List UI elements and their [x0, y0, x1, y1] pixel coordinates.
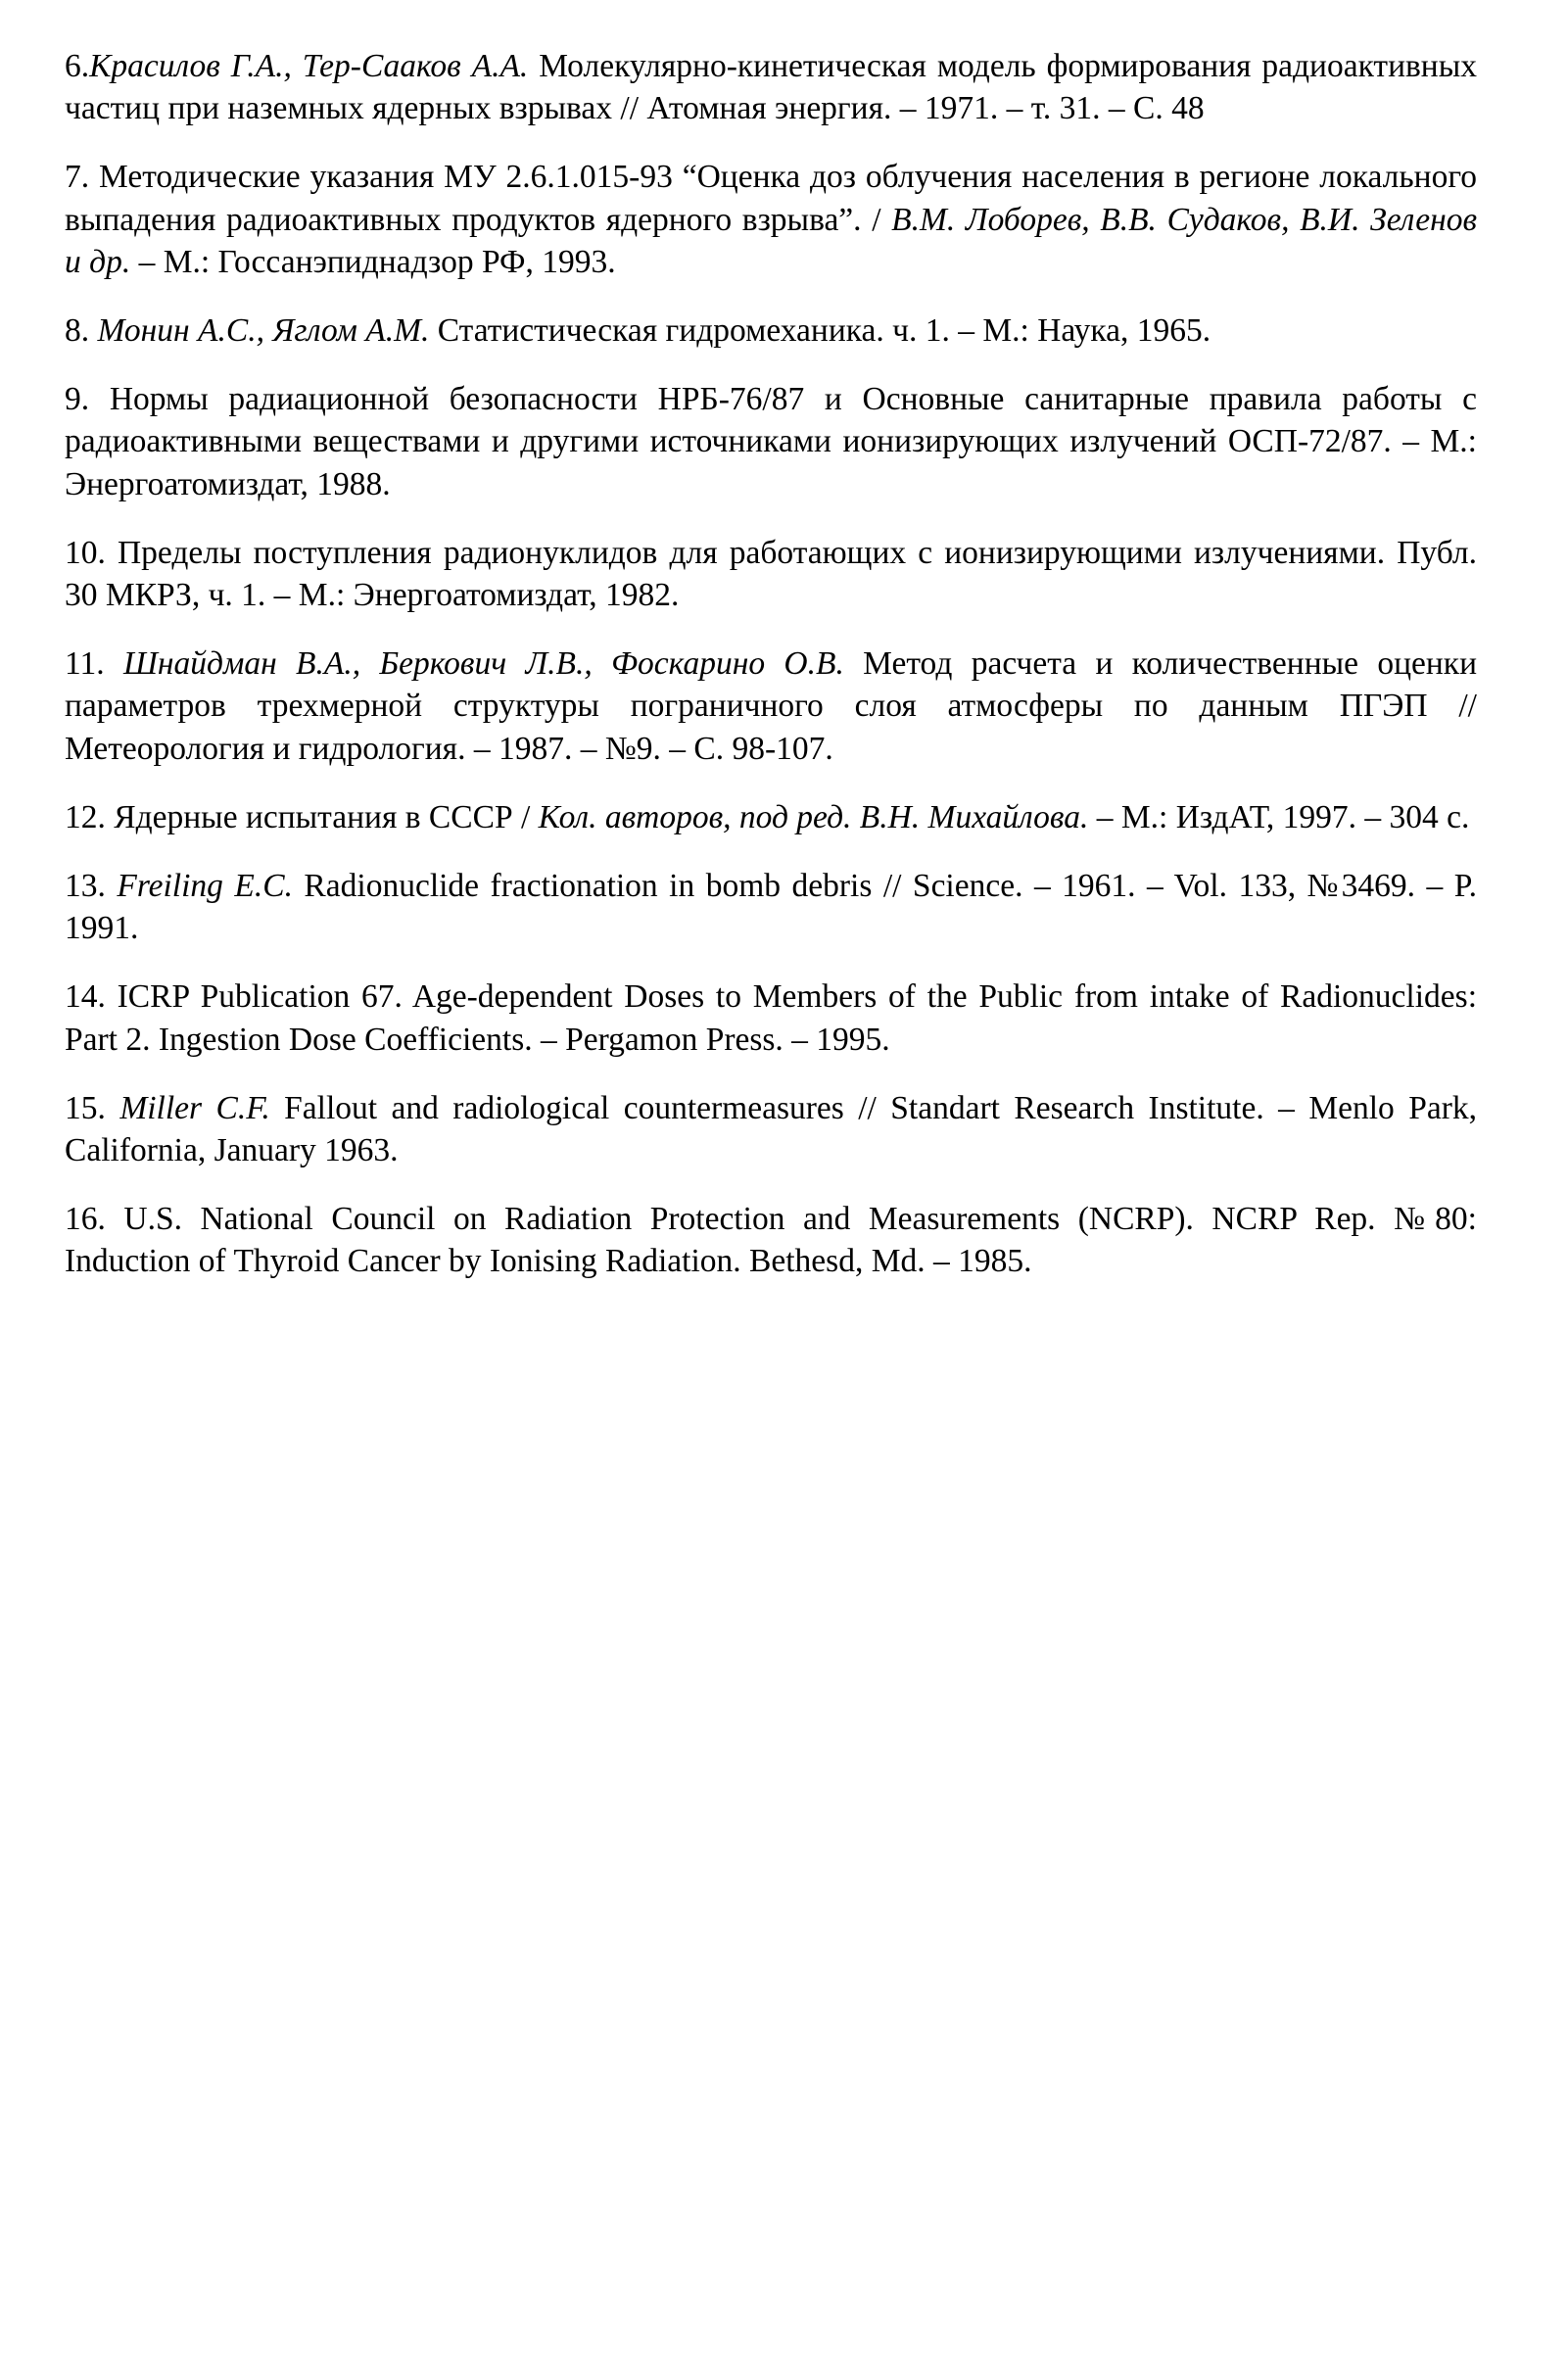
reference-number: 11.: [65, 645, 105, 683]
reference-text: [106, 1090, 119, 1126]
reference-text: ICRP Publication 67. Age-dependent Doses to Members of the Public from intake of Radionuclides: Part 2. Ingestion Dose Coefficients. – Pergamon Press. – 1995.: [65, 978, 1477, 1058]
reference-number: 15.: [65, 1089, 106, 1126]
reference-text: Radionuclide fractionation in bomb debris // Science. – 1961. – Vol. 133, №3469. – P. 1991.: [65, 868, 1477, 947]
reference-authors: Шнайдман В.А., Беркович Л.В., Фоскарино О.В.: [122, 645, 844, 683]
reference-text: Молекулярно-кинетическая модель формирования радиоактивных частиц при наземных ядерных взрывах // Атомная энергия. – 1971. – т. 31. – С. 48: [65, 48, 1477, 127]
reference-text: [105, 645, 123, 682]
reference-item: [65, 378, 1477, 505]
reference-text: Ядерные испытания в СССР /: [105, 798, 539, 835]
reference-authors: В.М. Лоборев, В.В. Судаков, В.И. Зеленов и др.: [65, 201, 1477, 280]
reference-authors: Freiling E.C.: [117, 868, 293, 905]
reference-text: Метод расчета и количественные оценки параметров трехмерной структуры пограничного слоя атмосферы по данным ПГЭП // Метеорология и гидрология. – 1987. – №9. – С. 98-107.: [65, 645, 1477, 767]
reference-number: 8.: [65, 312, 90, 350]
reference-item: [65, 156, 1477, 283]
reference-number: 6.: [65, 48, 90, 84]
reference-authors: Монин А.С., Яглом А.М.: [97, 312, 430, 350]
reference-text: [89, 312, 97, 349]
reference-number: 16.: [65, 1201, 106, 1238]
reference-authors: Miller C.F.: [119, 1089, 270, 1126]
reference-authors: Красилов Г.А., Тер-Сааков А.А.: [89, 48, 529, 84]
reference-item: [65, 532, 1477, 616]
reference-number: 13.: [65, 868, 106, 905]
reference-item: [65, 309, 1477, 352]
reference-item: [65, 45, 1477, 129]
reference-text: Fallout and radiological countermeasures // Standart Research Institute. – Menlo Park, California, January 1963.: [65, 1089, 1477, 1169]
reference-item: [65, 1087, 1477, 1171]
reference-text: – М.: Госсанэпиднадзор РФ, 1993.: [130, 243, 616, 280]
reference-number: 9.: [65, 381, 90, 418]
reference-text: Статистическая гидромеханика. ч. 1. – М.: Наука, 1965.: [429, 312, 1211, 350]
reference-item: [65, 976, 1477, 1060]
reference-number: 7.: [65, 159, 90, 196]
reference-list: [65, 45, 1477, 1283]
reference-text: U.S. National Council on Radiation Protection and Measurements (NCRP). NCRP Rep. №80: Induction of Thyroid Cancer by Ionising Radiation. Bethesd, Md. – 1985.: [65, 1201, 1477, 1280]
reference-text: Пределы поступления радионуклидов для работающих с ионизирующими излучениями. Публ. 30 МКРЗ, ч. 1. – М.: Энергоатомиздат, 1982.: [65, 534, 1477, 614]
reference-item: [65, 1198, 1477, 1282]
reference-text: [106, 868, 117, 904]
reference-number: 14.: [65, 978, 106, 1016]
reference-item: [65, 865, 1477, 949]
reference-text: Нормы радиационной безопасности НРБ-76/87 и Основные санитарные правила работы с радиоактивными веществами и другими источниками ионизирующих излучений ОСП-72/87. – М.: Энергоатомиздат, 1988.: [65, 381, 1477, 502]
reference-item: [65, 643, 1477, 770]
reference-number: 12.: [65, 798, 106, 835]
reference-text: – М.: ИздАТ, 1997. – 304 с.: [1088, 798, 1470, 835]
reference-text: Методические указания МУ 2.6.1.015-93 “Оценка доз облучения населения в регионе локального выпадения радиоактивных продуктов ядерного взрыва”. /: [65, 159, 1477, 238]
reference-item: [65, 796, 1477, 838]
reference-number: 10.: [65, 534, 106, 571]
reference-authors: Кол. авторов, под ред. В.Н. Михайлова.: [538, 798, 1089, 835]
